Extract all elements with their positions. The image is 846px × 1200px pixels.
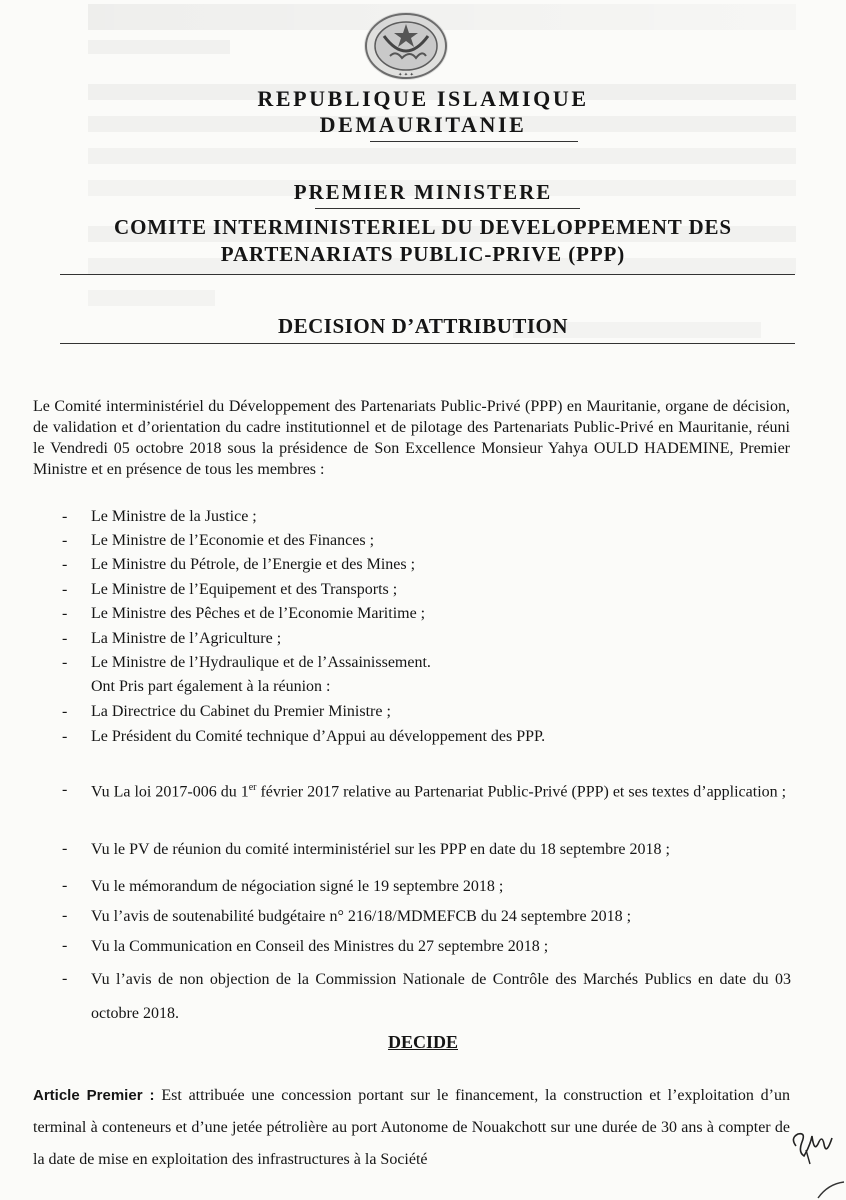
divider xyxy=(60,343,795,344)
ministry-name: PREMIER MINISTERE xyxy=(293,180,553,204)
consideration-text: Vu la Communication en Conseil des Ministres du 27 septembre 2018 ; xyxy=(91,938,549,955)
bullet-dash: - xyxy=(62,970,68,987)
member-text: Le Ministre de l’Economie et des Finances ; xyxy=(91,532,375,549)
decide-heading: DECIDE xyxy=(387,1032,458,1052)
signature-stroke xyxy=(816,1180,846,1200)
intro-line: Le Comité interministériel du Développement des Partenariats Public-Privé (PPP) en Mauritanie, xyxy=(33,398,661,415)
bullet-dash: - xyxy=(62,728,68,745)
consideration-text: Vu l’avis de soutenabilité budgétaire n° 216/18/MDMEFCB du 24 septembre 2018 ; xyxy=(91,908,632,925)
article-premier xyxy=(33,1080,790,1176)
country-name xyxy=(0,86,846,138)
member-text: La Ministre de l’Agriculture ; xyxy=(91,630,282,647)
bullet-dash: - xyxy=(62,605,68,622)
consideration-text: Vu le mémorandum de négociation signé le 19 septembre 2018 ; xyxy=(91,878,504,895)
document-title: DECISION D’ATTRIBUTION xyxy=(277,314,569,338)
divider xyxy=(370,141,578,142)
consideration-text: Vu l’avis de non objection de la Commission Nationale de Contrôle des Marchés Publics en date du 03 octobre 2018. xyxy=(91,971,791,1022)
intro-line: Public-Privé en Mauritanie, réuni le Vendredi 05 octobre 2018 sous la présidence de Son Excellence xyxy=(33,419,790,457)
bullet-dash: - xyxy=(62,781,68,798)
article-text: Est attribuée une concession portant sur le financement, la construction et l’exploitation d’un terminal à conteneurs et d’une jetée pétrolière au port Autonome de Nouakchott sur une durée de 30 ans à compter de la date de mise en exploitation des infrastructures à la Société xyxy=(33,1087,790,1168)
bullet-dash: - xyxy=(62,630,68,647)
bullet-dash: - xyxy=(62,508,68,525)
svg-text:✦ ✦ ✦: ✦ ✦ ✦ xyxy=(398,72,414,78)
member-text: Le Ministre de l’Hydraulique et de l’Assainissement. xyxy=(91,654,431,671)
intro-line: organe de décision, de validation et d’orientation du cadre institutionnel et de pilotage des Partenariats xyxy=(33,398,791,436)
bullet-dash: - xyxy=(62,877,68,894)
bullet-dash: - xyxy=(62,556,68,573)
country-line-2: DEMAURITANIE xyxy=(319,112,527,137)
attendee-text: La Directrice du Cabinet du Premier Ministre ; xyxy=(91,703,391,720)
intro-line: Monsieur Yahya OULD HADEMINE, Premier Ministre et en présence de tous les membres : xyxy=(33,440,790,478)
member-text: Le Ministre du Pétrole, de l’Energie et des Mines ; xyxy=(91,556,416,573)
committee-name xyxy=(0,214,846,268)
national-seal-icon xyxy=(360,6,452,82)
bullet-dash: - xyxy=(62,840,68,857)
bullet-dash: - xyxy=(62,532,68,549)
consideration-text: Vu La loi 2017-006 du 1er février 2017 relative au Partenariat Public-Privé (PPP) et ses textes d’application ; xyxy=(91,782,787,801)
intro-paragraph xyxy=(33,396,790,480)
attendee-text: Le Président du Comité technique d’Appui au développement des PPP. xyxy=(91,728,546,745)
country-line-1: REPUBLIQUE ISLAMIQUE xyxy=(257,86,589,111)
initials-signature xyxy=(788,1116,838,1176)
divider xyxy=(315,208,580,209)
bullet-dash: - xyxy=(62,937,68,954)
committee-line-1: COMITE INTERMINISTERIEL DU DEVELOPPEMENT DES xyxy=(114,215,732,239)
member-text: Le Ministre de la Justice ; xyxy=(91,508,257,525)
bullet-dash: - xyxy=(62,581,68,598)
member-text: Le Ministre des Pêches et de l’Economie Maritime ; xyxy=(91,605,426,622)
bullet-dash: - xyxy=(62,703,68,720)
committee-line-2: PARTENARIATS PUBLIC-PRIVE (PPP) xyxy=(220,242,626,266)
member-text: Le Ministre de l’Equipement et des Transports ; xyxy=(91,581,398,598)
divider xyxy=(60,274,795,275)
article-label: Article Premier : xyxy=(33,1087,155,1104)
bullet-dash: - xyxy=(62,654,68,671)
bullet-dash: - xyxy=(62,907,68,924)
consideration-text: Vu le PV de réunion du comité interministériel sur les PPP en date du 18 septembre 2018 ; xyxy=(91,841,670,858)
